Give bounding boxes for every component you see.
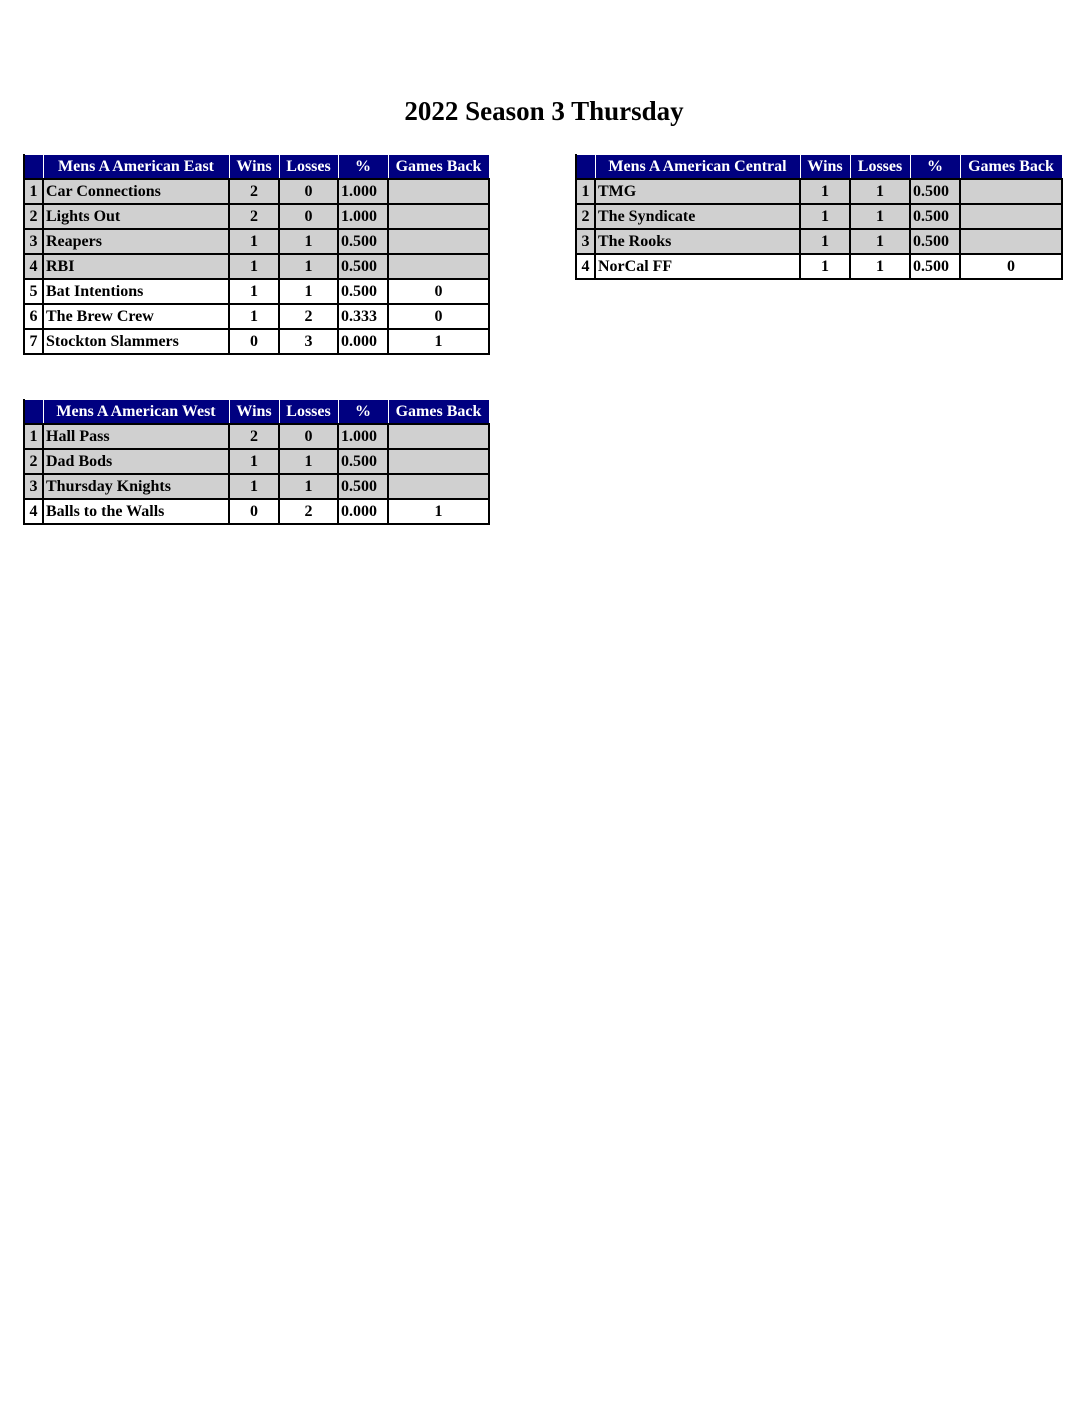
games-back-cell: 1 — [388, 329, 489, 354]
pct-cell: 1.000 — [338, 424, 388, 449]
wins-cell: 1 — [229, 304, 279, 329]
rank-cell: 3 — [24, 474, 43, 499]
losses-cell: 1 — [279, 449, 338, 474]
pct-cell: 0.500 — [338, 229, 388, 254]
table-row — [24, 179, 489, 204]
table-row — [24, 254, 489, 279]
wins-cell: 1 — [800, 229, 850, 254]
games-back-cell — [388, 229, 489, 254]
team-name-cell: RBI — [43, 254, 229, 279]
header-row — [24, 155, 489, 180]
games-back-cell — [388, 449, 489, 474]
pct-header: % — [910, 155, 960, 180]
team-name-cell: TMG — [595, 179, 800, 204]
pct-cell: 0.500 — [338, 279, 388, 304]
rank-cell: 2 — [24, 449, 43, 474]
table-row — [24, 279, 489, 304]
games-back-header: Games Back — [388, 400, 489, 425]
table-row — [24, 449, 489, 474]
team-name-cell: Car Connections — [43, 179, 229, 204]
losses-header: Losses — [279, 155, 338, 180]
losses-cell: 0 — [279, 424, 338, 449]
wins-cell: 1 — [229, 254, 279, 279]
games-back-cell — [388, 424, 489, 449]
losses-cell: 0 — [279, 204, 338, 229]
wins-cell: 1 — [229, 474, 279, 499]
table-row — [576, 204, 1062, 229]
wins-cell: 1 — [229, 279, 279, 304]
pct-header: % — [338, 400, 388, 425]
rank-cell: 4 — [24, 499, 43, 524]
rank-cell: 4 — [24, 254, 43, 279]
losses-cell: 1 — [279, 254, 338, 279]
team-name-cell: Reapers — [43, 229, 229, 254]
pct-cell: 0.500 — [338, 254, 388, 279]
wins-cell: 0 — [229, 499, 279, 524]
games-back-cell: 0 — [960, 254, 1062, 279]
games-back-cell — [960, 179, 1062, 204]
team-name-cell: The Syndicate — [595, 204, 800, 229]
losses-cell: 1 — [850, 229, 910, 254]
rank-cell: 2 — [24, 204, 43, 229]
pct-cell: 0.333 — [338, 304, 388, 329]
table-row — [24, 304, 489, 329]
pct-cell: 0.000 — [338, 329, 388, 354]
rank-cell: 6 — [24, 304, 43, 329]
table-row — [576, 254, 1062, 279]
pct-cell: 0.500 — [910, 254, 960, 279]
pct-cell: 1.000 — [338, 204, 388, 229]
losses-header: Losses — [850, 155, 910, 180]
losses-cell: 1 — [850, 254, 910, 279]
rank-cell: 2 — [576, 204, 595, 229]
games-back-cell — [388, 179, 489, 204]
games-back-cell — [388, 204, 489, 229]
team-name-cell: Balls to the Walls — [43, 499, 229, 524]
games-back-cell: 1 — [388, 499, 489, 524]
team-name-cell: Thursday Knights — [43, 474, 229, 499]
games-back-cell: 0 — [388, 304, 489, 329]
team-name-cell: Stockton Slammers — [43, 329, 229, 354]
wins-cell: 2 — [229, 204, 279, 229]
page-title: 2022 Season 3 Thursday — [404, 96, 684, 126]
losses-cell: 1 — [279, 474, 338, 499]
rank-cell: 3 — [24, 229, 43, 254]
losses-cell: 1 — [279, 279, 338, 304]
table-row — [24, 499, 489, 524]
wins-header: Wins — [800, 155, 850, 180]
games-back-cell: 0 — [388, 279, 489, 304]
losses-cell: 1 — [279, 229, 338, 254]
table-row — [24, 204, 489, 229]
wins-cell: 1 — [800, 204, 850, 229]
standings-table-central — [575, 154, 1063, 280]
table-row — [24, 229, 489, 254]
header-row — [576, 155, 1062, 180]
pct-cell: 0.500 — [338, 474, 388, 499]
pct-cell: 0.500 — [338, 449, 388, 474]
pct-cell: 0.500 — [910, 179, 960, 204]
losses-cell: 0 — [279, 179, 338, 204]
losses-cell: 2 — [279, 499, 338, 524]
games-back-cell — [960, 204, 1062, 229]
wins-header: Wins — [229, 155, 279, 180]
rank-header — [576, 155, 595, 180]
wins-cell: 1 — [800, 179, 850, 204]
games-back-header: Games Back — [960, 155, 1062, 180]
division-name: Mens A American West — [43, 400, 229, 425]
table-row — [576, 179, 1062, 204]
wins-cell: 2 — [229, 179, 279, 204]
rank-cell: 4 — [576, 254, 595, 279]
rank-header — [24, 400, 43, 425]
games-back-header: Games Back — [388, 155, 489, 180]
losses-cell: 2 — [279, 304, 338, 329]
rank-cell: 7 — [24, 329, 43, 354]
rank-cell: 5 — [24, 279, 43, 304]
pct-cell: 0.500 — [910, 229, 960, 254]
table-row — [24, 474, 489, 499]
rank-cell: 1 — [24, 424, 43, 449]
wins-cell: 1 — [229, 229, 279, 254]
wins-cell: 2 — [229, 424, 279, 449]
table-row — [24, 424, 489, 449]
header-row — [24, 400, 489, 425]
table-row — [24, 329, 489, 354]
table-row — [576, 229, 1062, 254]
team-name-cell: NorCal FF — [595, 254, 800, 279]
wins-cell: 1 — [229, 449, 279, 474]
standings-table-east — [23, 154, 490, 355]
team-name-cell: Bat Intentions — [43, 279, 229, 304]
pct-cell: 1.000 — [338, 179, 388, 204]
division-name: Mens A American East — [43, 155, 229, 180]
standings-table-west — [23, 399, 490, 525]
wins-cell: 0 — [229, 329, 279, 354]
rank-cell: 3 — [576, 229, 595, 254]
team-name-cell: Dad Bods — [43, 449, 229, 474]
team-name-cell: Lights Out — [43, 204, 229, 229]
games-back-cell — [960, 229, 1062, 254]
losses-header: Losses — [279, 400, 338, 425]
losses-cell: 1 — [850, 179, 910, 204]
pct-header: % — [338, 155, 388, 180]
rank-cell: 1 — [576, 179, 595, 204]
team-name-cell: Hall Pass — [43, 424, 229, 449]
pct-cell: 0.500 — [910, 204, 960, 229]
pct-cell: 0.000 — [338, 499, 388, 524]
rank-header — [24, 155, 43, 180]
wins-header: Wins — [229, 400, 279, 425]
team-name-cell: The Brew Crew — [43, 304, 229, 329]
games-back-cell — [388, 254, 489, 279]
team-name-cell: The Rooks — [595, 229, 800, 254]
wins-cell: 1 — [800, 254, 850, 279]
losses-cell: 1 — [850, 204, 910, 229]
games-back-cell — [388, 474, 489, 499]
division-name: Mens A American Central — [595, 155, 800, 180]
rank-cell: 1 — [24, 179, 43, 204]
losses-cell: 3 — [279, 329, 338, 354]
